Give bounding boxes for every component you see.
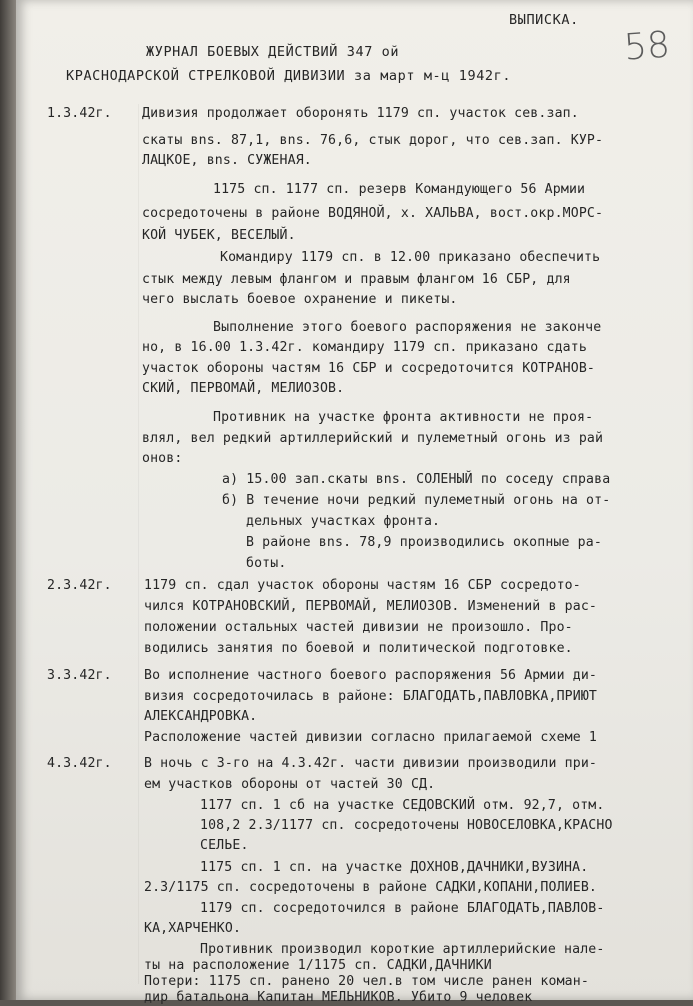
entry-date: 2.3.42г. xyxy=(47,578,112,593)
entry-line: б) В течение ночи редкий пулеметный огонь на от- xyxy=(222,493,611,508)
entry-line: Во исполнение частного боевого распоряжения 56 Армии ди- xyxy=(144,668,598,683)
journal-title-line-1: ЖУРНАЛ БОЕВЫХ ДЕЙСТВИЙ 347 ой xyxy=(146,44,400,60)
entry-line: 108,2 2.3/1177 сп. сосредоточены НОВОСЕЛОВКА,КРАСНО xyxy=(200,818,613,833)
entry-line: стык между левым флангом и правым флангом 16 СБР, для xyxy=(142,272,571,287)
entry-date: 4.3.42г. xyxy=(47,756,112,771)
entry-line: АЛЕКСАНДРОВКА. xyxy=(144,709,258,724)
entry-line: Противник на участке фронта активности не проя- xyxy=(213,410,594,425)
entry-line: 1177 сп. 1 сб на участке СЕДОВСКИЙ отм. 92,7, отм. xyxy=(200,798,605,813)
entry-line: Противник производил короткие артиллерийские нале- xyxy=(200,942,605,957)
entry-line: скаты вns. 87,1, вns. 76,6, стык дорог, что сев.зап. КУР- xyxy=(142,133,604,148)
page-number-handwritten: 58 xyxy=(622,24,672,69)
entry-line: 1179 сп. сосредоточился в районе БЛАГОДАТЬ,ПАВЛОВ- xyxy=(200,901,605,916)
entry-date: 3.3.42г. xyxy=(47,668,112,683)
entry-line: КА,ХАРЧЕНКО. xyxy=(144,921,242,936)
entry-line: дир батальона Капитан МЕЛЬНИКОВ. Убито 9 человек xyxy=(144,990,533,1005)
entry-line: 1179 сп. сдал участок обороны частям 16 СБР сосредото- xyxy=(144,578,581,593)
entry-line: визия сосредоточилась в районе: БЛАГОДАТЬ,ПАВЛОВКА,ПРИЮТ xyxy=(144,689,598,704)
entry-line: СЕЛЬЕ. xyxy=(200,838,249,853)
entry-line: чился КОТРАНОВСКИЙ, ПЕРВОМАЙ, МЕЛИОЗОВ. Изменений в рас- xyxy=(144,599,598,614)
entry-line: дельных участках фронта. xyxy=(246,514,441,529)
extract-label: ВЫПИСКА. xyxy=(509,12,579,28)
entry-line: Расположение частей дивизии согласно прилагаемой схеме 1 xyxy=(144,730,598,745)
margin-line xyxy=(138,104,139,984)
entry-line: Потери: 1175 сп. ранено 20 чел.в том числе ранен коман- xyxy=(144,974,589,989)
entry-line: сосредоточены в районе ВОДЯНОЙ, х. ХАЛЬВА, вост.окр.МОРС- xyxy=(142,206,604,221)
entry-line: Дивизия продолжает оборонять 1179 сп. участок сев.зап. xyxy=(142,106,579,121)
entry-line: Выполнение этого боевого распоряжения не закончe xyxy=(213,320,602,335)
entry-line: боты. xyxy=(246,556,287,571)
entry-line: ЛАЦКОЕ, вns. СУЖЕНАЯ. xyxy=(142,153,312,168)
entry-line: водились занятия по боевой и политической подготовке. xyxy=(144,641,573,656)
entry-line: СКИЙ, ПЕРВОМАЙ, МЕЛИОЗОВ. xyxy=(142,381,345,396)
book-binding-shadow xyxy=(0,0,16,1000)
entry-line: а) 15.00 зап.скаты вns. СОЛЕНЫЙ по соседу справа xyxy=(222,472,611,487)
entry-line: участок обороны частям 16 СБР и сосредоточится КОТРАНОВ- xyxy=(142,361,596,376)
entry-line: чего выслать боевое охранение и пикеты. xyxy=(142,292,458,307)
entry-line: влял, вел редкий артиллерийский и пулеметный огонь из рай xyxy=(142,431,604,446)
entry-line: В районе вns. 78,9 производились окопные ра- xyxy=(246,535,602,550)
entry-line: положении остальных частей дивизии не произошло. Про- xyxy=(144,620,573,635)
entry-line: ты на расположение 1/1175 сп. САДКИ,ДАЧНИКИ xyxy=(144,958,492,973)
entry-line: В ночь с 3-го на 4.3.42г. части дивизии производили при- xyxy=(144,756,598,771)
entry-line: 1175 сп. 1177 сп. резерв Командующего 56 Армии xyxy=(213,182,586,197)
entry-line: 1175 сп. 1 сп. на участке ДОХНОВ,ДАЧНИКИ,ВУЗИНА. xyxy=(200,860,589,875)
entry-line: ем участков обороны от частей 30 СД. xyxy=(144,777,436,792)
entry-line: Командиру 1179 сп. в 12.00 приказано обеспечить xyxy=(220,250,601,265)
journal-title-line-2: КРАСНОДАРСКОЙ СТРЕЛКОВОЙ ДИВИЗИИ за март м-ц 1942г. xyxy=(66,68,512,84)
entry-line: но, в 16.00 1.3.42г. командиру 1179 сп. приказано сдать xyxy=(142,340,587,355)
entry-line: онов: xyxy=(142,451,183,466)
entry-date: 1.3.42г. xyxy=(47,106,112,121)
entry-line: КОЙ ЧУБЕК, ВЕСЕЛЫЙ. xyxy=(142,228,296,243)
entry-line: 2.3/1175 сп. сосредоточены в районе САДКИ,КОПАНИ,ПОЛИЕВ. xyxy=(144,880,598,895)
